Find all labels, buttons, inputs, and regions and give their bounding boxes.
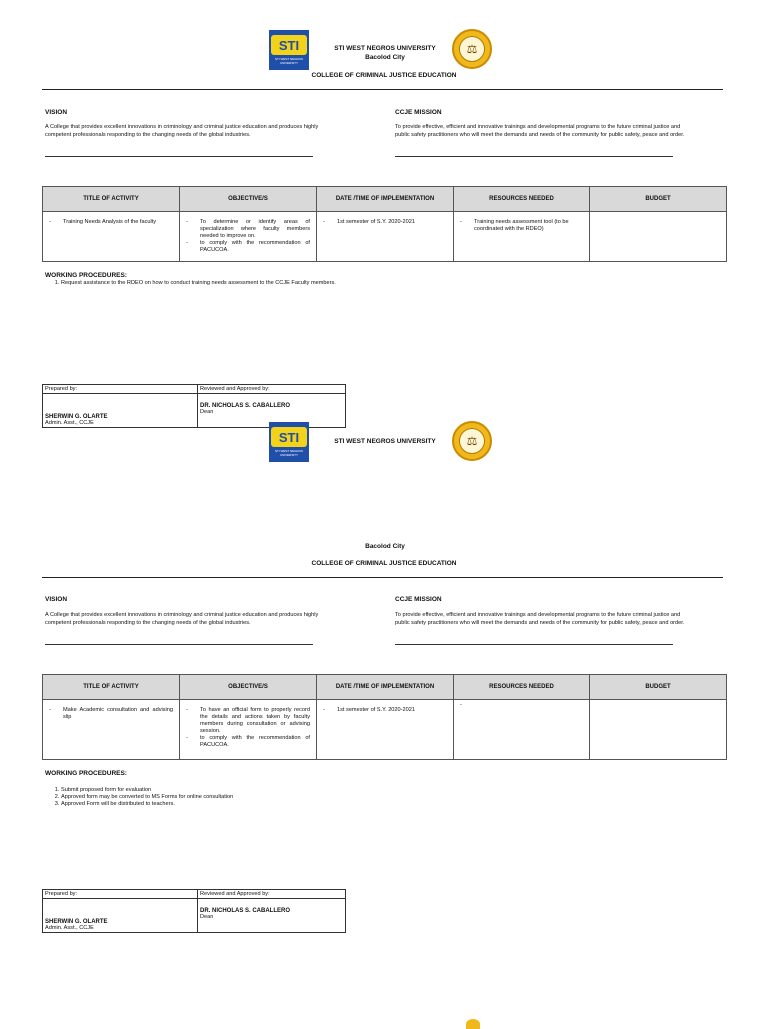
cell-objectives: - To have an official form to properly record the details and actions taken by faculty members during consultation or advising session. - to comply with the recommendation of PACUCOA. bbox=[180, 700, 317, 760]
col-header-date: DATE /TIME OF IMPLEMENTATION bbox=[317, 187, 454, 212]
approved-name: DR. NICHOLAS S. CABALLERO bbox=[200, 403, 290, 409]
col-header-budget: BUDGET bbox=[590, 675, 727, 700]
vision-title: VISION bbox=[45, 596, 68, 603]
approved-position: Dean bbox=[200, 914, 214, 920]
mission-text: To provide effective, efficient and innovative trainings and developmental programs to the future criminal justice and public safety practitioners who will meet the demands and needs of the community for public safety, peace and order. bbox=[395, 612, 685, 626]
college-name: COLLEGE OF CRIMINAL JUSTICE EDUCATION bbox=[311, 560, 457, 567]
cell-activity: - Training Needs Analysis of the faculty bbox=[43, 212, 180, 262]
col-header-title: TITLE OF ACTIVITY bbox=[43, 187, 180, 212]
prepared-position: Admin. Asst., CCJE bbox=[45, 925, 94, 931]
approved-label: Reviewed and Approved by: bbox=[198, 890, 346, 899]
university-name: STI WEST NEGROS UNIVERSITY bbox=[334, 438, 436, 445]
sti-logo-text: STI bbox=[271, 35, 307, 55]
city-name: Bacolod City bbox=[365, 54, 405, 61]
cell-budget bbox=[590, 212, 727, 262]
mission-underline bbox=[395, 156, 673, 157]
cell-activity: - Make Academic consultation and advising slip bbox=[43, 700, 180, 760]
prepared-label: Prepared by: bbox=[43, 890, 198, 899]
activity-table-2 bbox=[42, 674, 727, 760]
approved-label: Reviewed and Approved by: bbox=[198, 385, 346, 394]
cell-budget bbox=[590, 700, 727, 760]
city-name: Bacolod City bbox=[365, 543, 405, 550]
col-header-budget: BUDGET bbox=[590, 187, 727, 212]
header-rule bbox=[42, 89, 723, 90]
col-header-resources: RESOURCES NEEDED bbox=[454, 675, 590, 700]
prepared-cell bbox=[43, 394, 198, 428]
col-header-objectives: OBJECTIVE/S bbox=[180, 675, 317, 700]
working-procedures-list bbox=[45, 787, 645, 808]
partial-seal-icon bbox=[466, 1019, 480, 1029]
mission-title: CCJE MISSION bbox=[395, 109, 442, 116]
col-header-resources: RESOURCES NEEDED bbox=[454, 187, 590, 212]
university-seal-icon: ⚖ bbox=[452, 421, 492, 461]
working-procedures-list bbox=[45, 280, 645, 287]
cell-resources: - Training needs assessment tool (to be coordinated with the RDEO) bbox=[454, 212, 590, 262]
college-name: COLLEGE OF CRIMINAL JUSTICE EDUCATION bbox=[311, 72, 457, 79]
approved-position: Dean bbox=[200, 409, 214, 415]
procedure-item: 3. Approved Form will be distributed to teachers. bbox=[61, 801, 645, 808]
prepared-label: Prepared by: bbox=[43, 385, 198, 394]
cell-date: - 1st semester of S.Y. 2020-2021 bbox=[317, 212, 454, 262]
procedure-item: 2. Approved form may be converted to MS Forms for online consultation bbox=[61, 794, 645, 801]
prepared-cell bbox=[43, 899, 198, 933]
prepared-name: SHERWIN G. OLARTE bbox=[45, 414, 108, 420]
approved-cell bbox=[198, 899, 346, 933]
vision-text: A College that provides excellent innovations in criminology and criminal justice education and produces highly competent professionals responding to the changing needs of the global industries. bbox=[45, 124, 319, 138]
university-name: STI WEST NEGROS UNIVERSITY bbox=[334, 45, 436, 52]
approved-name: DR. NICHOLAS S. CABALLERO bbox=[200, 908, 290, 914]
cell-resources: - bbox=[454, 700, 590, 760]
prepared-position: Admin. Asst., CCJE bbox=[45, 420, 94, 426]
col-header-title: TITLE OF ACTIVITY bbox=[43, 675, 180, 700]
working-procedures-title: WORKING PROCEDURES: bbox=[45, 770, 127, 777]
col-header-objectives: OBJECTIVE/S bbox=[180, 187, 317, 212]
sti-logo: STI STI WEST NEGROS UNIVERSITY bbox=[269, 422, 309, 462]
signatory-table-2 bbox=[42, 889, 346, 933]
mission-text: To provide effective, efficient and innovative trainings and developmental programs to the future criminal justice and public safety practitioners who will meet the demands and needs of the community for public safety, peace and order. bbox=[395, 124, 685, 138]
activity-table-1 bbox=[42, 186, 727, 262]
cell-objectives: - To determine or identify areas of specialization where faculty members needed to improve on. - to comply with the recommendation of PACUCOA. bbox=[180, 212, 317, 262]
cell-date: - 1st semester of S.Y. 2020-2021 bbox=[317, 700, 454, 760]
col-header-date: DATE /TIME OF IMPLEMENTATION bbox=[317, 675, 454, 700]
vision-text: A College that provides excellent innovations in criminology and criminal justice education and produces highly competent professionals responding to the changing needs of the global industries. bbox=[45, 612, 319, 626]
header-rule bbox=[42, 577, 723, 578]
university-seal-icon: ⚖ bbox=[452, 29, 492, 69]
mission-title: CCJE MISSION bbox=[395, 596, 442, 603]
sti-logo-subtext: STI WEST NEGROS UNIVERSITY bbox=[275, 57, 303, 65]
vision-underline bbox=[45, 156, 313, 157]
procedure-item: 1. Request assistance to the RDEO on how to conduct training needs assessment to the CCJE Faculty members. bbox=[61, 280, 645, 287]
prepared-name: SHERWIN G. OLARTE bbox=[45, 919, 108, 925]
procedure-item: 1. Submit proposed form for evaluation bbox=[61, 787, 645, 794]
working-procedures-title: WORKING PROCEDURES: bbox=[45, 272, 127, 279]
vision-underline bbox=[45, 644, 313, 645]
mission-underline bbox=[395, 644, 673, 645]
vision-title: VISION bbox=[45, 109, 68, 116]
